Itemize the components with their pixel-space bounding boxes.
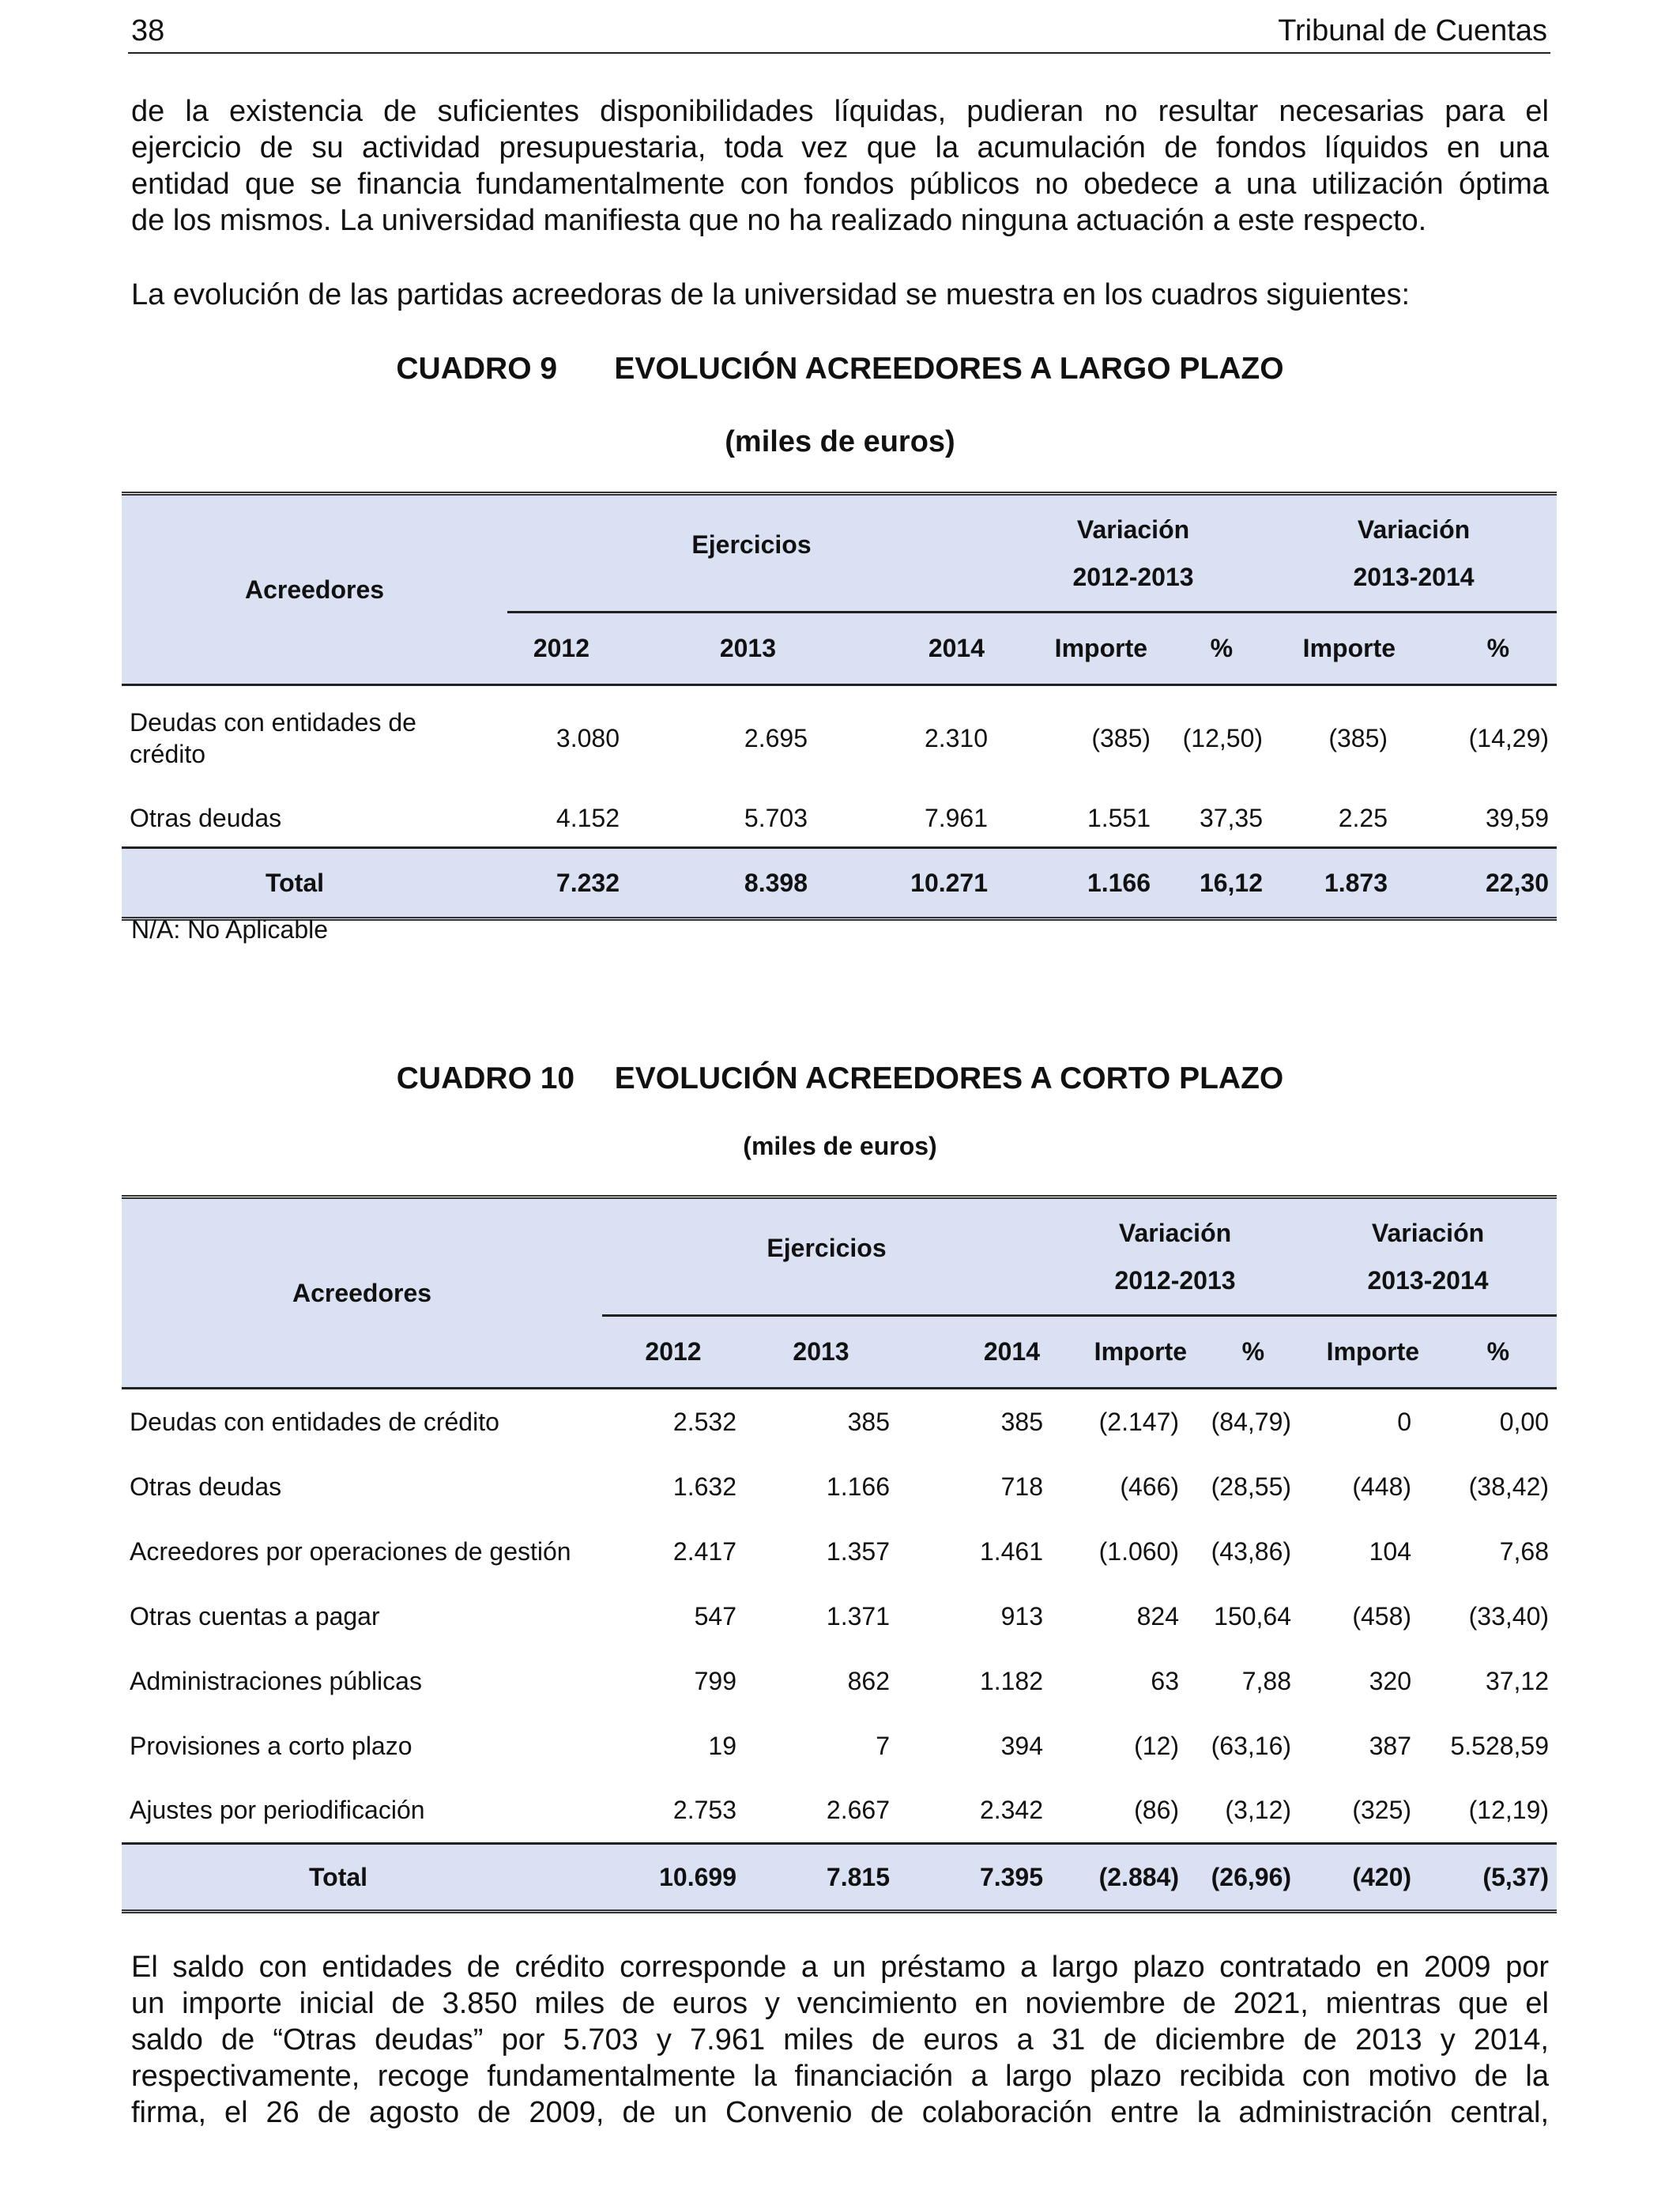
cell: 104 bbox=[1369, 1537, 1412, 1566]
cell: 2.25 bbox=[1338, 804, 1388, 833]
cell: 0 bbox=[1397, 1407, 1412, 1436]
total-row bbox=[122, 848, 1557, 919]
variacion-label: Variación bbox=[1076, 515, 1190, 544]
text-line: un importe inicial de 3.850 miles de euros y vencimiento en noviembre de 2021, mientras que el bbox=[131, 1987, 1549, 2020]
variacion-label: Variación bbox=[1357, 515, 1471, 544]
row-label: Otras cuentas a pagar bbox=[130, 1602, 380, 1630]
cell: (43,86) bbox=[1211, 1537, 1292, 1566]
cell: 394 bbox=[1000, 1732, 1044, 1760]
text-line: El saldo con entidades de crédito corresponde a un préstamo a largo plazo contratado en 2009 por bbox=[131, 1951, 1549, 1984]
cell: 7.961 bbox=[924, 804, 989, 833]
cuadro9-number: CUADRO 9 bbox=[396, 352, 558, 386]
col-2012: 2012 bbox=[507, 613, 627, 685]
row-label-line: Deudas con entidades de bbox=[130, 708, 416, 737]
col-2014: 2014 bbox=[898, 1316, 1051, 1389]
cell: 8.398 bbox=[744, 868, 808, 897]
table-row bbox=[122, 1779, 1557, 1844]
cell: (63,16) bbox=[1211, 1732, 1292, 1760]
col-importe: Importe bbox=[1299, 1316, 1419, 1389]
page-header bbox=[128, 11, 1550, 54]
text-line: respectivamente, recoge fundamentalmente la financiación a largo plazo recibida con motivo de la bbox=[131, 2060, 1549, 2093]
col-2013: 2013 bbox=[627, 613, 816, 685]
col-header-ejercicios: Ejercicios bbox=[691, 530, 812, 559]
cell: 22,30 bbox=[1485, 868, 1550, 897]
cell: 2.695 bbox=[744, 723, 808, 752]
text-line: firma, el 26 de agosto de 2009, de un Convenio de colaboración entre la administración central, bbox=[131, 2096, 1549, 2129]
cuadro10-title bbox=[0, 1059, 1680, 1099]
cell: 39,59 bbox=[1485, 804, 1550, 833]
cell: 37,35 bbox=[1199, 804, 1264, 833]
cuadro9-title-text: EVOLUCIÓN ACREEDORES A LARGO PLAZO bbox=[614, 352, 1284, 386]
cell: (38,42) bbox=[1468, 1472, 1550, 1501]
cell: 7.815 bbox=[826, 1862, 890, 1891]
text-line: de los mismos. La universidad manifiesta que no ha realizado ninguna actuación a este respecto. bbox=[131, 204, 1427, 237]
col-header-variacion-2013-2014 bbox=[1271, 494, 1557, 613]
total-label: Total bbox=[265, 868, 325, 897]
col-header-ejercicios: Ejercicios bbox=[767, 1233, 887, 1262]
cell: (12) bbox=[1134, 1732, 1180, 1760]
intro-paragraph bbox=[131, 93, 1549, 239]
cell: 1.632 bbox=[672, 1472, 736, 1501]
cell: 387 bbox=[1369, 1732, 1412, 1760]
col-importe: Importe bbox=[1051, 1316, 1187, 1389]
cell: 0,00 bbox=[1499, 1407, 1550, 1436]
col-header-acreedores: Acreedores bbox=[292, 1278, 432, 1307]
cell: 2.417 bbox=[672, 1537, 736, 1566]
col-2012: 2012 bbox=[602, 1316, 744, 1389]
cell: (1.060) bbox=[1098, 1537, 1180, 1566]
cell: 1.461 bbox=[979, 1537, 1044, 1566]
table-row bbox=[122, 1520, 1557, 1585]
col-importe: Importe bbox=[1271, 613, 1396, 685]
col-importe: Importe bbox=[996, 613, 1158, 685]
cell: (466) bbox=[1120, 1472, 1180, 1501]
cell: (12,19) bbox=[1468, 1796, 1550, 1825]
cell: (2.884) bbox=[1098, 1862, 1180, 1891]
cell: 63 bbox=[1151, 1667, 1180, 1695]
row-label: Provisiones a corto plazo bbox=[130, 1732, 412, 1760]
col-header-variacion-2012-2013 bbox=[996, 494, 1271, 613]
cell: 718 bbox=[1000, 1472, 1044, 1501]
cell: 7,68 bbox=[1499, 1537, 1550, 1566]
cell: (28,55) bbox=[1211, 1472, 1292, 1501]
cell: 3.080 bbox=[556, 723, 620, 752]
table-row bbox=[122, 1455, 1557, 1520]
col-percent: % bbox=[1158, 613, 1271, 685]
row-label: Deudas con entidades de crédito bbox=[130, 1407, 499, 1436]
cell: (325) bbox=[1352, 1796, 1412, 1825]
cell: (385) bbox=[1091, 723, 1151, 752]
text-line: de la existencia de suficientes disponibilidades líquidas, pudieran no resultar necesarias para el bbox=[131, 95, 1549, 128]
row-label: Otras deudas bbox=[130, 1472, 282, 1501]
row-label-line: crédito bbox=[130, 740, 206, 769]
col-header-variacion-2013-2014 bbox=[1299, 1197, 1557, 1316]
col-header-variacion-2012-2013 bbox=[1051, 1197, 1299, 1316]
cell: 862 bbox=[847, 1667, 890, 1695]
text-line: saldo de “Otras deudas” por 5.703 y 7.961 miles de euros a 31 de diciembre de 2013 y 2014, bbox=[131, 2023, 1549, 2056]
col-percent: % bbox=[1419, 1316, 1557, 1389]
variacion-years: 2012-2013 bbox=[1114, 1266, 1236, 1295]
row-label: Administraciones públicas bbox=[130, 1667, 422, 1695]
cuadro9-table bbox=[122, 492, 1557, 921]
col-2014: 2014 bbox=[816, 613, 996, 685]
cell: 2.532 bbox=[672, 1407, 736, 1436]
cell: (385) bbox=[1328, 723, 1388, 752]
col-2013: 2013 bbox=[744, 1316, 898, 1389]
cell: (33,40) bbox=[1468, 1602, 1550, 1630]
col-header-acreedores: Acreedores bbox=[244, 575, 385, 604]
table-row bbox=[122, 1389, 1557, 1455]
table-note: N/A: No Aplicable bbox=[131, 915, 329, 944]
cell: 4.152 bbox=[556, 804, 620, 833]
cuadro10-number: CUADRO 10 bbox=[396, 1061, 575, 1095]
row-label: Ajustes por periodificación bbox=[130, 1796, 425, 1825]
cell: (3,12) bbox=[1225, 1796, 1292, 1825]
cell: 2.342 bbox=[979, 1796, 1044, 1825]
cell: 5.703 bbox=[744, 804, 808, 833]
total-label: Total bbox=[308, 1862, 368, 1891]
cell: 385 bbox=[847, 1407, 890, 1436]
cuadro10-unit: (miles de euros) bbox=[743, 1132, 937, 1160]
cell: 1.371 bbox=[826, 1602, 890, 1630]
row-label: Otras deudas bbox=[130, 804, 282, 833]
cell: 1.551 bbox=[1087, 804, 1151, 833]
page-number: 38 bbox=[131, 14, 165, 47]
row-label: Acreedores por operaciones de gestión bbox=[130, 1537, 571, 1566]
cell: 2.667 bbox=[826, 1796, 890, 1825]
cell: 19 bbox=[708, 1732, 736, 1760]
variacion-years: 2013-2014 bbox=[1353, 563, 1475, 591]
cell: (420) bbox=[1352, 1862, 1412, 1891]
variacion-years: 2013-2014 bbox=[1367, 1266, 1489, 1295]
cuadro9-title bbox=[0, 349, 1680, 389]
tables-intro-paragraph: La evolución de las partidas acreedoras de la universidad se muestra en los cuadros siguientes: bbox=[131, 278, 1411, 311]
cell: 2.753 bbox=[672, 1796, 736, 1825]
cell: 1.873 bbox=[1324, 868, 1388, 897]
text-line: ejercicio de su actividad presupuestaria, toda vez que la acumulación de fondos líquidos en una bbox=[131, 131, 1549, 164]
cell: (448) bbox=[1352, 1472, 1412, 1501]
cell: 799 bbox=[694, 1667, 736, 1695]
cell: 150,64 bbox=[1214, 1602, 1292, 1630]
cell: (84,79) bbox=[1211, 1407, 1292, 1436]
cell: 7.395 bbox=[979, 1862, 1044, 1891]
cell: 320 bbox=[1369, 1667, 1412, 1695]
cell: 547 bbox=[694, 1602, 736, 1630]
table-row bbox=[122, 685, 1557, 791]
publication-name: Tribunal de Cuentas bbox=[1278, 14, 1547, 47]
table-row bbox=[122, 1649, 1557, 1714]
cell: 10.271 bbox=[910, 868, 989, 897]
cell: 2.310 bbox=[924, 723, 989, 752]
cell: 16,12 bbox=[1199, 868, 1264, 897]
cell: 1.166 bbox=[826, 1472, 890, 1501]
cell: 913 bbox=[1000, 1602, 1044, 1630]
variacion-label: Variación bbox=[1118, 1219, 1232, 1247]
row-label bbox=[122, 685, 507, 791]
cell: (458) bbox=[1352, 1602, 1412, 1630]
table-row bbox=[122, 1714, 1557, 1779]
cell: (5,37) bbox=[1482, 1862, 1550, 1891]
cuadro9-unit: (miles de euros) bbox=[725, 425, 955, 458]
table-row bbox=[122, 1585, 1557, 1649]
cuadro10-table bbox=[122, 1195, 1557, 1913]
variacion-years: 2012-2013 bbox=[1072, 563, 1194, 591]
cell: 1.357 bbox=[826, 1537, 890, 1566]
cell: (26,96) bbox=[1211, 1862, 1292, 1891]
cell: 1.182 bbox=[979, 1667, 1044, 1695]
cell: 7,88 bbox=[1241, 1667, 1292, 1695]
cell: 824 bbox=[1136, 1602, 1180, 1630]
cell: 5.528,59 bbox=[1450, 1732, 1550, 1760]
closing-paragraph bbox=[131, 1949, 1549, 2131]
cuadro10-title-text: EVOLUCIÓN ACREEDORES A CORTO PLAZO bbox=[614, 1061, 1284, 1095]
cell: (86) bbox=[1134, 1796, 1180, 1825]
cell: 10.699 bbox=[659, 1862, 736, 1891]
cell: (2.147) bbox=[1098, 1407, 1180, 1436]
text-line: entidad que se financia fundamentalmente con fondos públicos no obedece a una utilización óptima bbox=[131, 168, 1549, 201]
cell: (14,29) bbox=[1468, 723, 1550, 752]
cell: 37,12 bbox=[1485, 1667, 1550, 1695]
cell: 7 bbox=[876, 1732, 890, 1760]
col-percent: % bbox=[1396, 613, 1557, 685]
cell: 7.232 bbox=[556, 868, 620, 897]
cell: (12,50) bbox=[1182, 723, 1264, 752]
cell: 385 bbox=[1000, 1407, 1044, 1436]
variacion-label: Variación bbox=[1371, 1219, 1485, 1247]
total-row bbox=[122, 1844, 1557, 1912]
col-percent: % bbox=[1187, 1316, 1299, 1389]
cell: 1.166 bbox=[1087, 868, 1151, 897]
table-row bbox=[122, 791, 1557, 848]
